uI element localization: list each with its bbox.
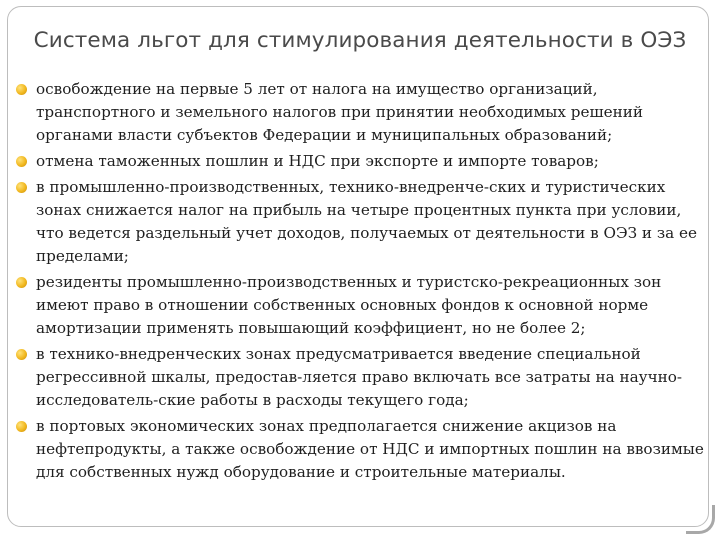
bullet-icon bbox=[16, 156, 27, 167]
list-item-text: резиденты промышленно-производственных и туристско-рекреационных зон имеют право в отношении собственных основных фондов к основной норме амортизации применять повышающий коэффициент, но не более 2; bbox=[36, 273, 662, 337]
list-item bbox=[16, 150, 704, 173]
frame-corner-shadow bbox=[686, 505, 715, 534]
list-item-text: в портовых экономических зонах предполагается снижение акцизов на нефтепродукты, а также освобождение от НДС и импортных пошлин на ввозимые для собственных нужд оборудование и строительные материалы. bbox=[36, 417, 704, 481]
bullet-list bbox=[16, 78, 704, 487]
list-item bbox=[16, 415, 704, 484]
bullet-icon bbox=[16, 277, 27, 288]
bullet-icon bbox=[16, 349, 27, 360]
list-item-text: в технико-внедренческих зонах предусматривается введение специальной регрессивной шкалы, предостав-ляется право включать все затраты на научно-исследователь-ские работы в расходы текущего года; bbox=[36, 345, 683, 409]
list-item-text: отмена таможенных пошлин и НДС при экспорте и импорте товаров; bbox=[36, 152, 599, 170]
bullet-icon bbox=[16, 182, 27, 193]
list-item bbox=[16, 343, 704, 412]
list-item-text: в промышленно-производственных, технико-внедренче-ских и туристических зонах снижается налог на прибыль на четыре процентных пункта при условии, что ведется раздельный учет доходов, получаемых от деятельности в ОЭЗ и за ее пределами; bbox=[36, 178, 697, 265]
slide-title: Система льгот для стимулирования деятельности в ОЭЗ bbox=[33, 28, 687, 53]
bullet-icon bbox=[16, 421, 27, 432]
list-item bbox=[16, 271, 704, 340]
list-item-text: освобождение на первые 5 лет от налога на имущество организаций, транспортного и земельного налогов при принятии необходимых решений органами власти субъектов Федерации и муниципальных образований; bbox=[36, 80, 643, 144]
list-item bbox=[16, 176, 704, 268]
bullet-icon bbox=[16, 84, 27, 95]
list-item bbox=[16, 78, 704, 147]
